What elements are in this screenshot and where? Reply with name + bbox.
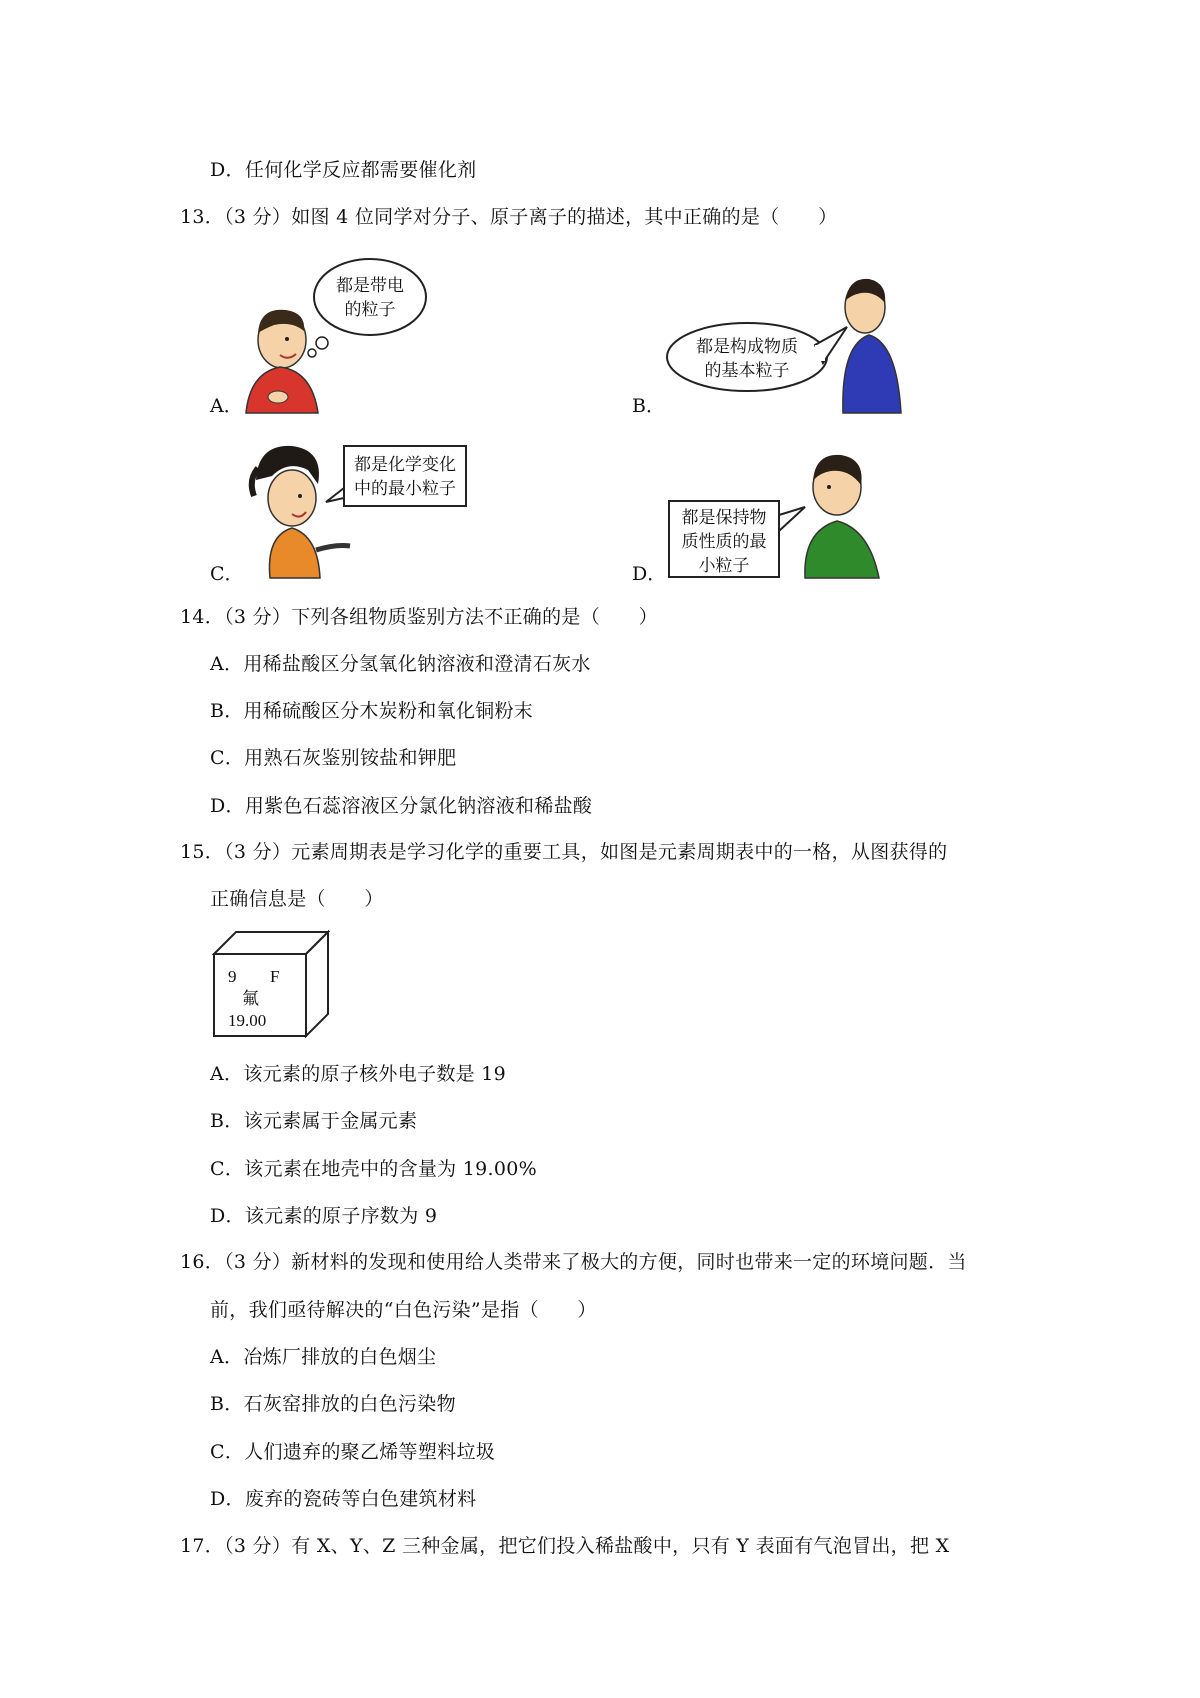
q16-stem-line1: 16．（3 分）新材料的发现和使用给人类带来了极大的方便，同时也带来一定的环境问题．当 <box>180 1251 967 1273</box>
q13-stem: 13．（3 分）如图 4 位同学对分子、原子离子的描述，其中正确的是（ ） <box>180 206 838 228</box>
q14-option-b: B．用稀硫酸区分木炭粉和氧化铜粉末 <box>210 700 534 722</box>
q16-option-c: C．人们遗弃的聚乙烯等塑料垃圾 <box>210 1441 496 1463</box>
q13-figure-d <box>665 445 905 580</box>
q15-option-b: B．该元素属于金属元素 <box>210 1110 418 1132</box>
q13-option-c-label: C． <box>210 563 244 585</box>
q13-a-bubble-line1: 都是带电 <box>336 276 404 296</box>
q15-option-d: D．该元素的原子序数为 9 <box>210 1205 438 1227</box>
q13-figure-b <box>665 275 915 415</box>
q13-b-bubble-line2: 的基本粒子 <box>704 361 790 381</box>
q13-option-a-label: A． <box>210 395 243 417</box>
q13-figure-c <box>248 440 478 580</box>
q16-stem-line2: 前，我们亟待解决的“白色污染”是指（ ） <box>210 1299 597 1321</box>
q13-c-bubble-line1: 都是化学变化 <box>354 455 456 475</box>
q15-option-c: C．该元素在地壳中的含量为 19.00% <box>210 1158 538 1180</box>
periodic-table-cell <box>212 930 330 1038</box>
q13-option-b-label: B． <box>632 395 665 417</box>
q13-option-d-label: D． <box>632 563 667 585</box>
q17-stem-line1: 17．（3 分）有 X、Y、Z 三种金属，把它们投入稀盐酸中，只有 Y 表面有气泡冒出，把 X <box>180 1535 950 1557</box>
q13-d-bubble-line3: 小粒子 <box>698 556 750 576</box>
q15-stem-line1: 15．（3 分）元素周期表是学习化学的重要工具，如图是元素周期表中的一格，从图获得的 <box>180 841 948 863</box>
q14-option-c: C．用熟石灰鉴别铵盐和钾肥 <box>210 747 457 769</box>
q12-option-d: D．任何化学反应都需要催化剂 <box>210 159 477 181</box>
q13-figure-a <box>240 255 450 415</box>
element-atomic-number: 9 <box>228 967 237 986</box>
q14-stem: 14．（3 分）下列各组物质鉴别方法不正确的是（ ） <box>180 606 658 628</box>
q15-option-a: A．该元素的原子核外电子数是 19 <box>210 1063 507 1085</box>
q14-option-a: A．用稀盐酸区分氢氧化钠溶液和澄清石灰水 <box>210 653 591 675</box>
q13-d-bubble-line1: 都是保持物 <box>681 508 767 528</box>
q14-option-d: D．用紫色石蕊溶液区分氯化钠溶液和稀盐酸 <box>210 795 593 817</box>
q13-c-bubble-line2: 中的最小粒子 <box>354 479 456 499</box>
q16-option-b: B．石灰窑排放的白色污染物 <box>210 1393 456 1415</box>
q16-option-d: D．废弃的瓷砖等白色建筑材料 <box>210 1488 477 1510</box>
q16-option-a: A．冶炼厂排放的白色烟尘 <box>210 1346 437 1368</box>
element-name: 氟 <box>242 989 259 1008</box>
element-symbol: F <box>270 967 280 986</box>
q13-b-bubble-line1: 都是构成物质 <box>696 337 798 357</box>
q15-stem-line2: 正确信息是（ ） <box>210 888 384 910</box>
q13-d-bubble-line2: 质性质的最 <box>681 532 767 552</box>
element-atomic-mass: 19.00 <box>228 1011 267 1030</box>
q13-a-bubble-line2: 的粒子 <box>344 300 396 320</box>
